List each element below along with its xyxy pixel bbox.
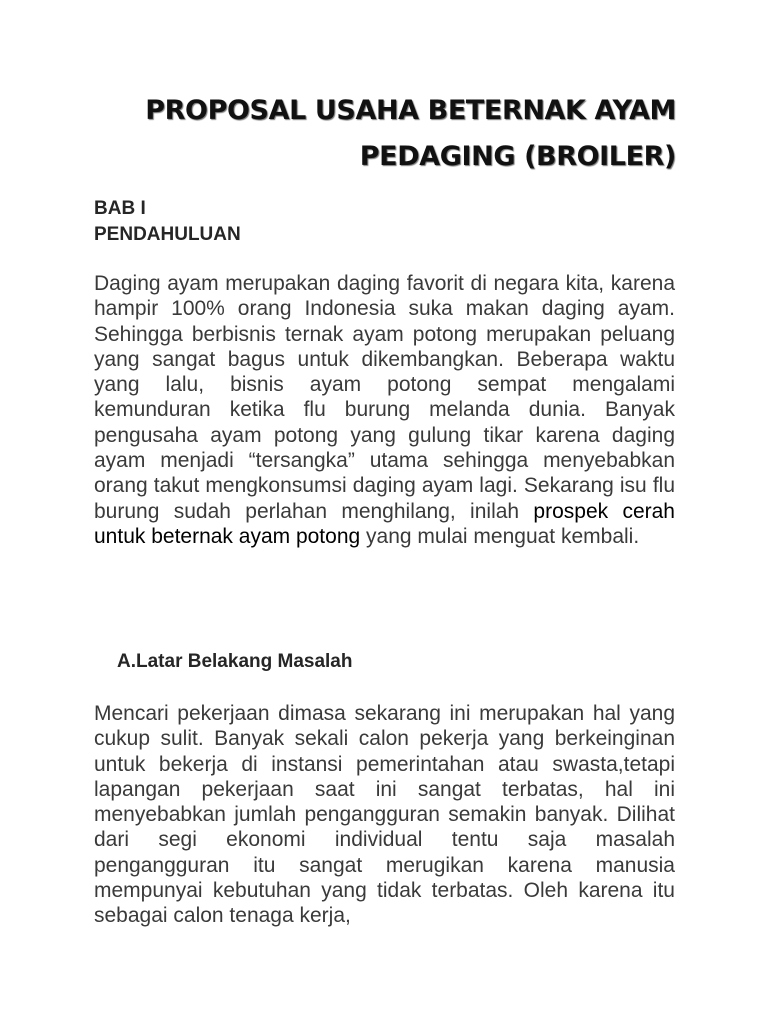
document-title [92,88,676,180]
prospek-link[interactable]: prospek cerah untuk beternak ayam potong [94,499,675,548]
intro-text-after-link: yang mulai menguat kembali. [360,524,640,548]
intro-text-before-link: Daging ayam merupakan daging favorit di negara kita, karena hampir 100% orang Indonesia suka makan daging ayam. Sehingga berbisnis ternak ayam potong merupakan peluang yang sangat bagus untuk dikembangkan. Beberapa waktu yang lalu, bisnis ayam potong sempat mengalami kemunduran ketika flu burung melanda dunia. Banyak pengusaha ayam potong yang gulung tikar karena daging ayam menjadi “tersangka” utama sehingga menyebabkan orang takut mengkonsumsi daging ayam lagi. Sekarang isu flu burung sudah perlahan menghilang, inilah [94,272,675,523]
chapter-heading [94,196,241,248]
chapter-label: BAB I [94,198,146,219]
section-a-heading: A.Latar Belakang Masalah [117,651,353,672]
section-a-paragraph: Mencari pekerjaan dimasa sekarang ini merupakan hal yang cukup sulit. Banyak sekali calon pekerja yang berkeinginan untuk bekerja di instansi pemerintahan atau swasta,tetapi lapangan pekerjaan saat ini sangat terbatas, hal ini menyebabkan jumlah pengangguran semakin banyak. Dilihat dari segi ekonomi individual tentu saja masalah pengangguran itu sangat merugikan karena manusia mempunyai kebutuhan yang tidak terbatas. Oleh karena itu sebagai calon tenaga kerja, [94,702,675,928]
chapter-title: PENDAHULUAN [94,224,241,245]
title-line-2: PEDAGING (BROILER) [359,141,676,172]
title-line-1: PROPOSAL USAHA BETERNAK AYAM [145,95,676,126]
intro-paragraph [94,271,675,549]
